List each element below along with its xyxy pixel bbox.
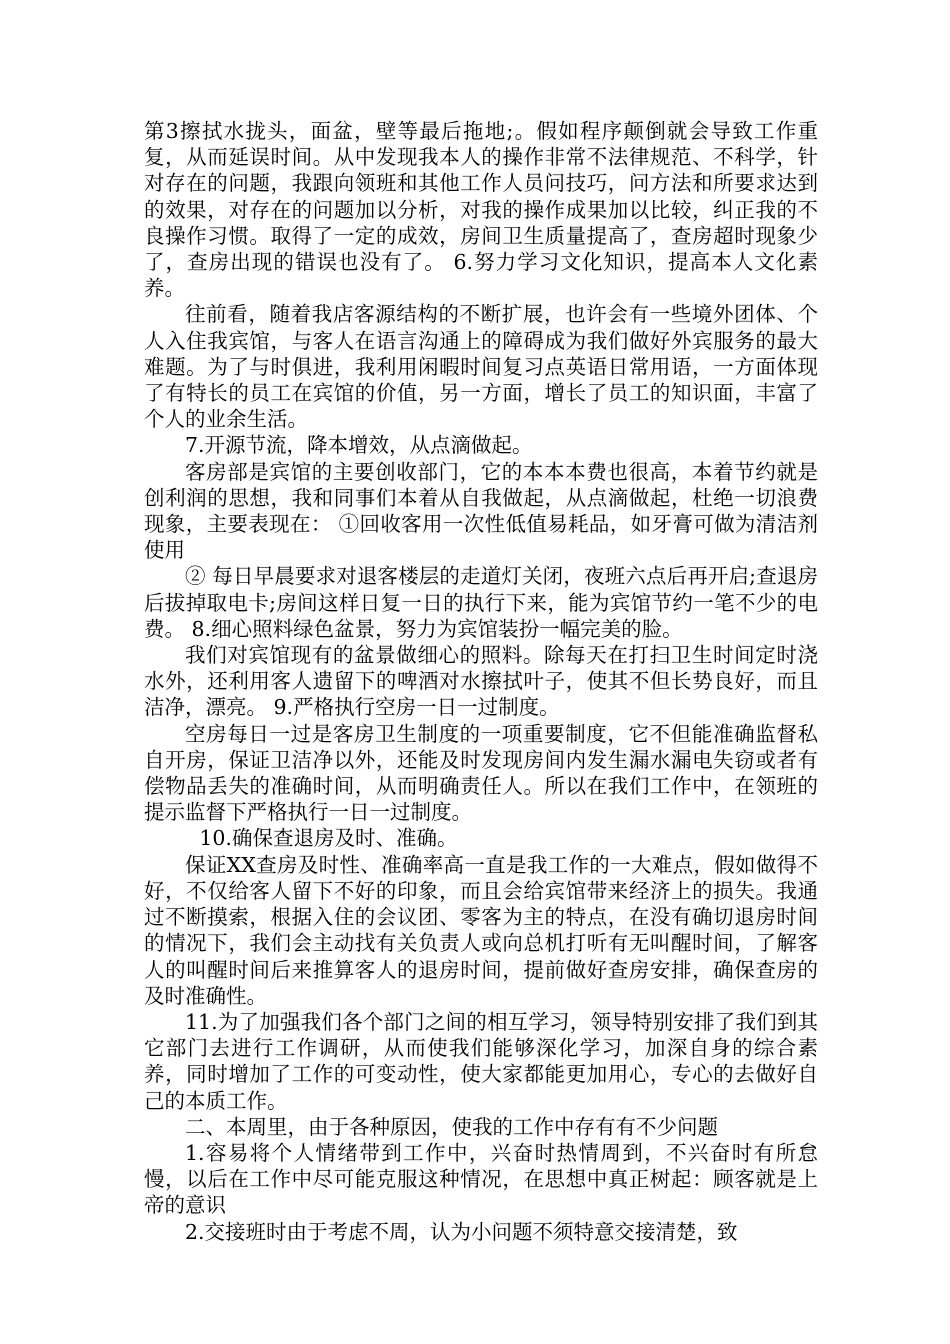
paragraph-1: 第3擦拭水拢头，面盆，壁等最后拖地;。假如程序颠倒就会导致工作重复，从而延误时间。从中发现我本人的操作非常不法律规范、不科学，针对存在的问题，我跟向领班和其他工作人员问技巧，问方法和所要求达到的效果，对存在的问题加以分析，对我的操作成果加以比较，纠正我的不良操作习惯。取得了一定的成效，房间卫生质量提高了，查房超时现象少了，查房出现的错误也没有了。 6.努力学习文化知识，提高本人文化素养。 <box>144 119 818 301</box>
paragraph-7: 空房每日一过是客房卫生制度的一项重要制度，它不但能准确监督私自开房，保证卫洁净以外，还能及时发现房间内发生漏水漏电失窃或者有偿物品丢失的准确时间，从而明确责任人。所以在我们工作中，在领班的提示监督下严格执行一日一过制度。 <box>144 721 818 825</box>
document-page <box>144 118 818 1245</box>
paragraph-8: 10.确保查退房及时、准确。 <box>199 826 458 851</box>
paragraph-6: 我们对宾馆现有的盆景做细心的照料。除每天在打扫卫生时间定时浇水外，还利用客人遗留下的啤酒对水擦拭叶子，使其不但长势良好，而且洁净，漂亮。 9.严格执行空房一日一过制度。 <box>144 643 818 720</box>
paragraph-4: 客房部是宾馆的主要创收部门，它的本本本费也很高，本着节约就是创利润的思想，我和同事们本着从自我做起，从点滴做起，杜绝一切浪费现象，主要表现在： ①回收客用一次性低值易耗品，如牙膏可做为清洁剂使用 <box>144 459 818 563</box>
paragraph-10: 11.为了加强我们各个部门之间的相互学习，领导特别安排了我们到其它部门去进行工作调研，从而使我们能够深化学习，加深自身的综合素养，同时增加了工作的可变动性，使大家都能更加用心，专心的去做好自己的本质工作。 <box>144 1009 818 1113</box>
paragraph-11: 二、本周里，由于各种原因，使我的工作中存有有不少问题 <box>185 1114 718 1139</box>
paragraph-12: 1.容易将个人情绪带到工作中，兴奋时热情周到，不兴奋时有所怠慢，以后在工作中尽可能克服这种情况，在思想中真正树起：顾客就是上帝的意识 <box>144 1140 818 1218</box>
paragraph-2: 往前看，随着我店客源结构的不断扩展，也许会有一些境外团体、个人入住我宾馆，与客人在语言沟通上的障碍成为我们做好外宾服务的最大难题。为了与时俱进，我利用闲暇时间复习点英语日常用语，一方面体现了有特长的员工在宾馆的价值，另一方面，增长了员工的知识面，丰富了个人的业余生活。 <box>144 302 818 432</box>
paragraph-9: 保证XX查房及时性、准确率高一直是我工作的一大难点，假如做得不好，不仅给客人留下不好的印象，而且会给宾馆带来经济上的损失。我通过不断摸索，根据入住的会议团、零客为主的特点，在没有确切退房时间的情况下，我们会主动找有关负责人或向总机打听有无叫醒时间，了解客人的叫醒时间后来推算客人的退房时间，提前做好查房安排，确保查房的及时准确性。 <box>144 852 818 1008</box>
paragraph-5: ② 每日早晨要求对退客楼层的走道灯关闭，夜班六点后再开启;查退房后拔掉取电卡;房间这样日复一日的执行下来，能为宾馆节约一笔不少的电费。 8.细心照料绿色盆景，努力为宾馆装扮一幅完美的脸。 <box>144 564 818 641</box>
paragraph-3: 7.开源节流，降本增效，从点滴做起。 <box>185 433 533 458</box>
paragraph-13: 2.交接班时由于考虑不周，认为小问题不须特意交接清楚，致 <box>185 1219 738 1244</box>
